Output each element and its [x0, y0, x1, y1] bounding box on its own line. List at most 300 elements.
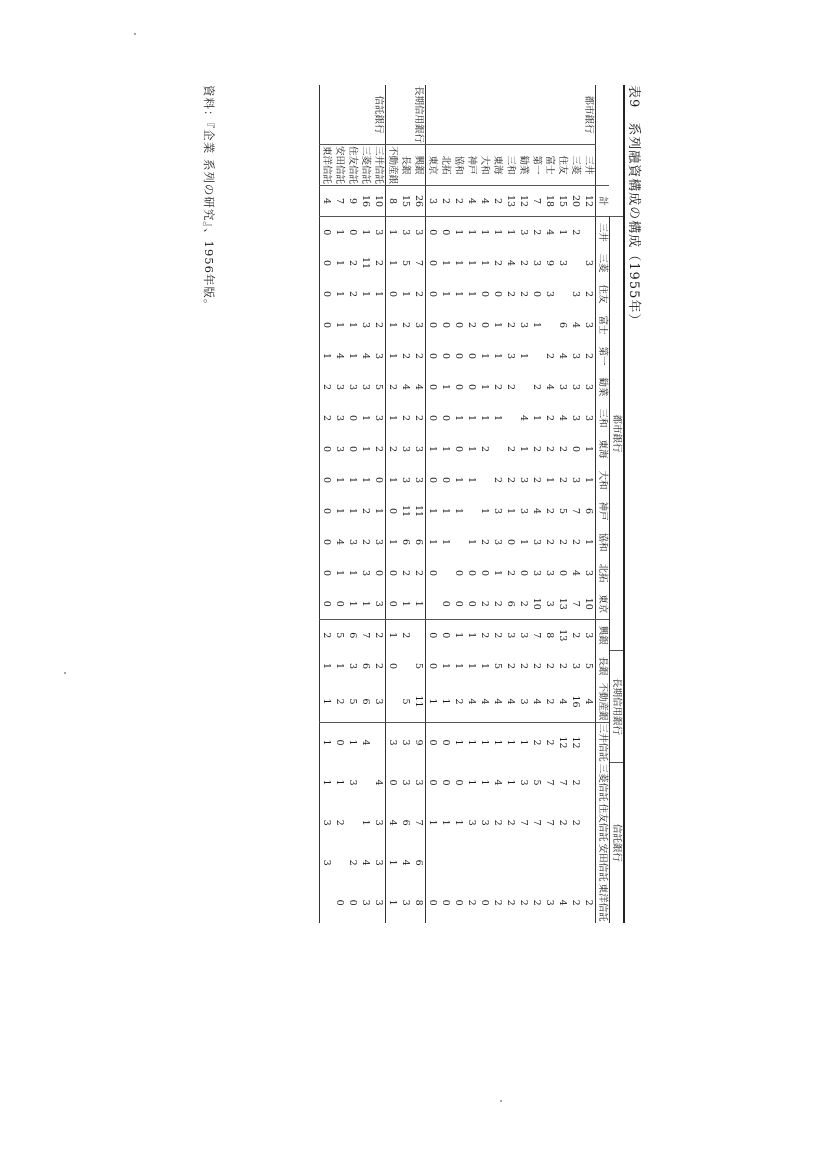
data-cell: 2	[491, 620, 504, 651]
data-cell: 0	[466, 570, 477, 577]
data-cell: 3	[347, 663, 358, 670]
data-cell	[530, 843, 543, 883]
data-cell: 2	[479, 539, 490, 546]
data-cell: 1	[479, 415, 490, 422]
data-cell: 3	[373, 539, 384, 546]
data-cell: 3	[334, 415, 345, 422]
data-cell: 0	[439, 620, 452, 651]
data-cell	[386, 682, 400, 723]
data-cell: 0	[440, 322, 451, 329]
data-cell: 1	[466, 663, 477, 670]
data-cell: 2	[583, 899, 594, 906]
data-cell: 4	[518, 415, 529, 422]
data-cell: 3	[386, 722, 400, 763]
data-cell	[452, 843, 465, 883]
data-cell: 1	[387, 899, 398, 906]
data-cell: 1	[334, 477, 345, 484]
column-header: 不動産銀	[597, 682, 608, 721]
data-cell: 3	[518, 508, 529, 515]
data-cell	[582, 217, 596, 248]
row-label: 安田信託	[334, 146, 345, 185]
data-cell: 1	[479, 260, 490, 267]
data-cell: 2	[479, 446, 490, 453]
data-cell: 1	[505, 779, 516, 786]
row-total-cell: 10	[372, 186, 386, 217]
data-cell: 11	[413, 504, 424, 518]
table-body	[320, 85, 596, 923]
column-header: 三井信託	[597, 723, 608, 762]
data-cell: 1	[466, 291, 477, 298]
data-cell: 1	[427, 508, 438, 515]
data-cell: 11	[360, 256, 371, 270]
data-cell: 1	[465, 217, 478, 248]
table-row	[556, 85, 569, 923]
data-cell: 3	[505, 353, 516, 360]
data-cell: 1	[453, 508, 464, 515]
data-cell: 0	[387, 779, 398, 786]
data-cell: 4	[492, 779, 503, 786]
data-cell: 1	[427, 819, 438, 826]
data-cell: 4	[505, 260, 516, 267]
column-header: 三和	[597, 408, 608, 428]
data-cell: 1	[556, 217, 569, 248]
data-cell: 0	[479, 899, 490, 906]
data-cell: 6	[360, 663, 371, 670]
column-header-row	[596, 85, 610, 923]
data-cell: 2	[518, 899, 529, 906]
data-cell: 2	[543, 722, 556, 763]
data-cell: 4	[557, 899, 568, 906]
data-cell: 2	[400, 415, 411, 422]
data-cell: 0	[334, 600, 345, 607]
row-total-cell: 7	[333, 186, 346, 217]
data-cell: 1	[440, 663, 451, 670]
data-cell: 7	[570, 600, 581, 607]
data-cell: 1	[360, 291, 371, 298]
row-label: 東洋信託	[321, 146, 332, 185]
column-header: 東海	[597, 439, 608, 459]
data-cell: 1	[465, 722, 478, 763]
data-cell: 0	[427, 384, 438, 391]
data-cell: 4	[557, 415, 568, 422]
data-cell: 2	[557, 663, 568, 670]
data-cell: 0	[426, 722, 440, 763]
data-cell: 1	[583, 477, 594, 484]
data-cell: 0	[440, 415, 451, 422]
data-cell	[569, 843, 582, 883]
data-cell: 4	[583, 698, 594, 705]
data-cell: 0	[505, 539, 516, 546]
data-cell: 1	[427, 446, 438, 453]
data-cell: 2	[569, 217, 582, 248]
data-cell: 2	[544, 508, 555, 515]
data-cell: 3	[544, 899, 555, 906]
data-cell: 7	[570, 508, 581, 515]
data-cell: 1	[359, 217, 372, 248]
data-cell: 1	[466, 446, 477, 453]
data-cell: 3	[570, 663, 581, 670]
table-row	[439, 85, 452, 923]
data-cell: 2	[479, 600, 490, 607]
data-cell: 9	[544, 260, 555, 267]
data-cell: 1	[373, 508, 384, 515]
data-cell: 0	[321, 600, 332, 607]
data-cell: 1	[347, 508, 358, 515]
data-cell: 2	[570, 539, 581, 546]
column-group-header: 長期信用銀行	[610, 651, 625, 763]
data-cell: 5	[333, 620, 346, 651]
data-cell	[491, 843, 504, 883]
data-cell: 1	[334, 322, 345, 329]
row-total-cell: 4	[478, 186, 491, 217]
data-cell: 3	[518, 698, 529, 705]
data-cell: 2	[544, 698, 555, 705]
data-cell: 0	[373, 570, 384, 577]
data-cell: 1	[479, 384, 490, 391]
data-cell: 3	[517, 217, 530, 248]
data-cell: 2	[387, 384, 398, 391]
data-cell: 5	[583, 663, 594, 670]
data-cell: 0	[427, 353, 438, 360]
data-cell: 1	[453, 819, 464, 826]
data-cell: 3	[413, 322, 424, 329]
data-cell: 2	[334, 819, 345, 826]
data-cell: 3	[570, 291, 581, 298]
row-total-cell: 2	[452, 186, 465, 217]
data-cell: 2	[321, 384, 332, 391]
data-cell: 1	[531, 415, 542, 422]
data-cell: 2	[530, 722, 543, 763]
data-cell: 0	[466, 353, 477, 360]
column-header: 三菱	[597, 253, 608, 273]
data-cell: 7	[544, 779, 555, 786]
data-cell: 2	[505, 384, 516, 391]
data-cell	[582, 843, 596, 883]
data-cell: 1	[466, 477, 477, 484]
data-cell: 3	[517, 620, 530, 651]
data-cell: 7	[530, 620, 543, 651]
data-cell: 1	[518, 353, 529, 360]
data-cell: 0	[427, 570, 438, 577]
row-total-cell: 9	[346, 186, 359, 217]
data-cell: 1	[334, 260, 345, 267]
data-cell: 1	[440, 446, 451, 453]
data-cell: 0	[439, 217, 452, 248]
data-cell: 1	[334, 779, 345, 786]
data-cell: 1	[452, 620, 465, 651]
data-cell: 2	[334, 698, 345, 705]
data-cell: 2	[413, 415, 424, 422]
data-cell: 4	[466, 698, 477, 705]
row-total-cell: 7	[530, 186, 543, 217]
row-total-cell: 2	[439, 186, 452, 217]
data-cell: 2	[373, 322, 384, 329]
row-label: 大和	[479, 155, 490, 175]
data-cell: 2	[557, 539, 568, 546]
data-cell: 2	[531, 477, 542, 484]
data-cell: 1	[491, 722, 504, 763]
data-cell: 0	[321, 570, 332, 577]
column-header: 長銀	[597, 656, 608, 676]
data-cell: 1	[479, 663, 490, 670]
data-cell: 0	[466, 384, 477, 391]
data-cell: 5	[531, 779, 542, 786]
column-header: 富士	[597, 315, 608, 335]
data-cell: 1	[360, 600, 371, 607]
data-cell: 5	[413, 663, 424, 670]
row-total-cell: 4	[465, 186, 478, 217]
data-cell: 1	[347, 322, 358, 329]
row-total-cell: 4	[320, 186, 334, 217]
data-cell: 0	[453, 353, 464, 360]
data-cell	[320, 883, 334, 923]
data-cell: 2	[544, 353, 555, 360]
column-header: 住友	[597, 284, 608, 304]
data-cell: 4	[543, 217, 556, 248]
data-cell: 2	[478, 620, 491, 651]
data-cell: 2	[320, 620, 334, 651]
data-cell	[543, 310, 556, 341]
data-cell: 12	[569, 722, 582, 763]
column-header: 協和	[597, 532, 608, 552]
data-cell	[452, 527, 465, 558]
data-cell: 3	[583, 384, 594, 391]
data-cell: 8	[413, 899, 424, 906]
data-cell: 2	[518, 663, 529, 670]
data-cell: 10	[531, 597, 542, 610]
data-cell: 0	[387, 570, 398, 577]
row-total-cell: 13	[504, 186, 517, 217]
data-cell: 3	[399, 217, 412, 248]
data-cell	[582, 803, 596, 843]
data-cell: 3	[321, 819, 332, 826]
table-row	[399, 85, 412, 923]
data-cell: 2	[570, 779, 581, 786]
data-cell: 3	[570, 477, 581, 484]
data-cell	[333, 843, 346, 883]
data-cell: 0	[453, 384, 464, 391]
data-cell	[399, 651, 412, 682]
data-cell: 4	[400, 859, 411, 866]
column-group-header-row	[610, 85, 625, 923]
data-cell: 3	[321, 859, 332, 866]
data-cell: 0	[347, 446, 358, 453]
data-cell: 4	[531, 508, 542, 515]
data-cell: 1	[452, 722, 465, 763]
data-cell: 3	[544, 600, 555, 607]
data-cell: 2	[372, 620, 386, 651]
data-cell: 4	[531, 698, 542, 705]
table-row	[543, 85, 556, 923]
data-cell: 3	[479, 819, 490, 826]
data-cell: 0	[570, 446, 581, 453]
row-label: 三井	[583, 155, 594, 175]
data-cell: 5	[400, 698, 411, 705]
data-cell: 0	[321, 291, 332, 298]
data-cell: 1	[360, 415, 371, 422]
data-cell: 0	[321, 508, 332, 515]
data-cell: 1	[518, 446, 529, 453]
scan-speck	[134, 33, 136, 35]
column-group-header: 信託銀行	[610, 763, 625, 923]
column-header: 安田信託	[597, 843, 608, 882]
data-cell: 6	[360, 698, 371, 705]
data-cell: 2	[347, 260, 358, 267]
data-cell	[372, 722, 386, 763]
data-cell: 2	[531, 446, 542, 453]
data-cell: 1	[321, 663, 332, 670]
data-cell: 1	[440, 819, 451, 826]
data-cell	[517, 372, 530, 403]
row-label: 三菱	[570, 155, 581, 175]
data-cell: 3	[360, 322, 371, 329]
data-cell: 1	[531, 322, 542, 329]
table-row	[504, 85, 517, 923]
column-header: 三井	[596, 217, 610, 248]
data-cell: 3	[583, 570, 594, 577]
data-cell: 1	[321, 698, 332, 705]
data-cell: 1	[387, 859, 398, 866]
data-cell: 7	[413, 819, 424, 826]
data-cell: 3	[360, 384, 371, 391]
row-total-cell: 12	[517, 186, 530, 217]
data-cell: 5	[347, 698, 358, 705]
data-cell: 3	[347, 384, 358, 391]
row-label: 北拓	[440, 155, 451, 175]
data-cell: 3	[413, 779, 424, 786]
data-cell: 3	[557, 260, 568, 267]
data-cell: 1	[387, 260, 398, 267]
data-cell: 4	[544, 384, 555, 391]
data-cell: 1	[440, 698, 451, 705]
data-cell: 3	[518, 322, 529, 329]
data-cell: 2	[570, 899, 581, 906]
column-header: 三菱信託	[597, 763, 608, 802]
data-cell: 2	[492, 384, 503, 391]
data-cell: 1	[347, 477, 358, 484]
data-cell: 1	[334, 663, 345, 670]
data-cell: 2	[453, 698, 464, 705]
data-cell: 2	[505, 477, 516, 484]
data-cell: 13	[556, 620, 569, 651]
data-cell: 1	[492, 570, 503, 577]
data-cell: 3	[334, 446, 345, 453]
data-cell: 4	[505, 698, 516, 705]
data-cell: 1	[491, 217, 504, 248]
data-cell: 3	[582, 620, 596, 651]
corner-cell	[610, 85, 625, 145]
data-cell: 3	[531, 539, 542, 546]
table-row	[452, 85, 465, 923]
data-cell: 1	[387, 322, 398, 329]
data-cell: 0	[531, 291, 542, 298]
data-cell: 2	[544, 539, 555, 546]
table-row	[359, 85, 372, 923]
data-cell: 3	[570, 384, 581, 391]
data-cell: 2	[557, 446, 568, 453]
data-cell: 9	[412, 722, 426, 763]
data-cell	[465, 496, 478, 527]
data-cell: 1	[544, 477, 555, 484]
row-label: 三和	[505, 155, 516, 175]
row-label: 東海	[492, 155, 503, 175]
data-cell: 1	[360, 477, 371, 484]
data-cell: 3	[360, 899, 371, 906]
data-cell: 0	[427, 899, 438, 906]
data-cell: 1	[440, 260, 451, 267]
row-label: 三菱信託	[360, 146, 371, 185]
data-cell: 1	[465, 620, 478, 651]
data-cell: 0	[466, 600, 477, 607]
data-cell: 0	[427, 291, 438, 298]
data-cell: 1	[334, 570, 345, 577]
data-cell: 1	[453, 260, 464, 267]
data-cell: 3	[373, 698, 384, 705]
data-cell: 6	[413, 539, 424, 546]
data-cell: 1	[453, 291, 464, 298]
data-cell: 1	[387, 477, 398, 484]
data-cell: 6	[413, 859, 424, 866]
data-cell: 6	[557, 322, 568, 329]
corner-cell	[610, 145, 625, 186]
data-cell: 4	[334, 353, 345, 360]
table-row	[320, 85, 334, 923]
data-cell: 2	[321, 415, 332, 422]
data-cell: 2	[400, 322, 411, 329]
data-cell: 2	[505, 663, 516, 670]
data-cell: 1	[346, 722, 359, 763]
data-cell: 0	[320, 217, 334, 248]
data-cell	[569, 248, 582, 279]
data-cell: 4	[557, 353, 568, 360]
data-cell	[491, 434, 504, 465]
data-cell: 7	[359, 620, 372, 651]
data-cell	[426, 843, 440, 883]
row-total-cell: 15	[399, 186, 412, 217]
data-cell: 0	[440, 899, 451, 906]
data-cell: 3	[518, 779, 529, 786]
data-cell: 1	[427, 539, 438, 546]
row-label: 神戸	[466, 155, 477, 175]
data-cell: 2	[387, 446, 398, 453]
data-cell: 1	[440, 291, 451, 298]
row-total-cell: 3	[426, 186, 440, 217]
data-cell: 7	[518, 819, 529, 826]
data-cell: 2	[399, 620, 412, 651]
data-cell: 2	[413, 291, 424, 298]
row-total-cell: 2	[491, 186, 504, 217]
data-cell: 2	[583, 291, 594, 298]
data-cell: 7	[544, 819, 555, 826]
data-cell	[556, 843, 569, 883]
data-cell: 0	[333, 722, 346, 763]
data-cell	[556, 279, 569, 310]
row-total-cell: 8	[386, 186, 400, 217]
data-cell: 3	[373, 600, 384, 607]
row-group-label: 信託銀行	[320, 85, 386, 145]
data-cell: 0	[373, 477, 384, 484]
data-cell: 11	[400, 504, 411, 518]
table-row	[569, 85, 582, 923]
data-cell: 2	[505, 570, 516, 577]
data-cell: 2	[360, 508, 371, 515]
data-cell: 1	[478, 217, 491, 248]
source-note: 資料：『企業 系列の研究』、1956年版。	[202, 85, 216, 312]
data-cell: 0	[427, 779, 438, 786]
data-cell: 2	[466, 322, 477, 329]
data-cell: 2	[360, 539, 371, 546]
financing-matrix-table	[319, 85, 625, 923]
